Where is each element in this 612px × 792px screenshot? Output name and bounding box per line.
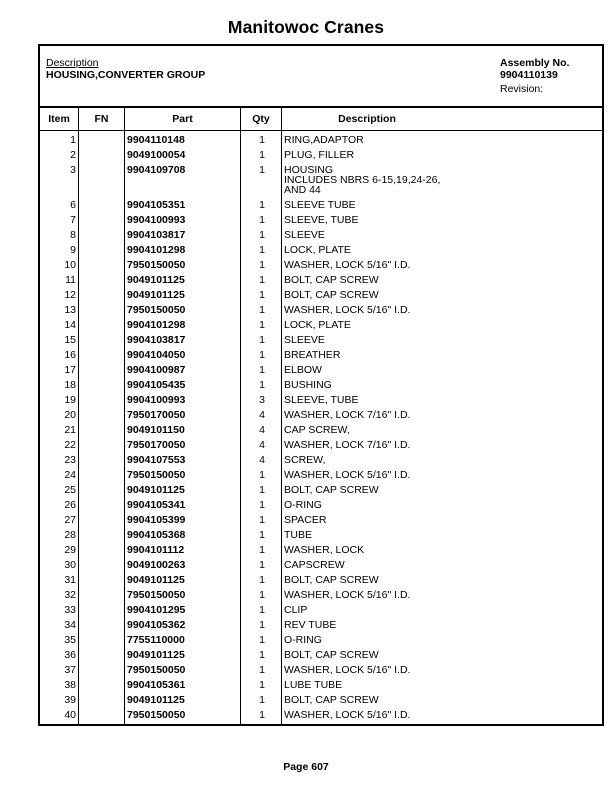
description-cell: O-RING: [284, 634, 322, 646]
item-cell: 25: [64, 484, 76, 496]
description-cell: LOCK, PLATE: [284, 319, 351, 331]
table-row: [40, 438, 602, 453]
item-cell: 18: [64, 379, 76, 391]
qty-cell: 1: [259, 694, 265, 706]
item-cell: 28: [64, 529, 76, 541]
description-cell: ELBOW: [284, 364, 322, 376]
qty-cell: 1: [259, 604, 265, 616]
part-number-cell: 9904104050: [127, 349, 186, 361]
qty-cell: 1: [259, 379, 265, 391]
table-row: [40, 528, 602, 543]
qty-cell: 1: [259, 134, 265, 146]
item-cell: 21: [64, 424, 76, 436]
description-cell: BOLT, CAP SCREW: [284, 574, 379, 586]
qty-cell: 1: [259, 664, 265, 676]
part-number-cell: 9049101125: [127, 274, 185, 286]
part-number-cell: 9049101125: [127, 694, 185, 706]
table-row: [40, 408, 602, 423]
part-number-cell: 9904105399: [127, 514, 186, 526]
part-number-cell: 7950170050: [127, 439, 186, 451]
qty-cell: 4: [259, 409, 265, 421]
part-number-cell: 9904105361: [127, 679, 186, 691]
item-cell: 9: [70, 244, 76, 256]
item-cell: 24: [64, 469, 76, 481]
item-cell: 33: [64, 604, 76, 616]
part-number-cell: 9904105362: [127, 619, 186, 631]
table-row: [40, 198, 602, 213]
table-row: [40, 363, 602, 378]
assembly-header: [40, 46, 602, 108]
table-row: [40, 163, 602, 198]
table-row: [40, 513, 602, 528]
part-number-cell: 9904103817: [127, 229, 186, 241]
description-cell: WASHER, LOCK 7/16" I.D.: [284, 439, 411, 451]
description-cell: WASHER, LOCK 5/16" I.D.: [284, 259, 411, 271]
table-row: [40, 348, 602, 363]
qty-cell: 1: [259, 214, 265, 226]
table-row: [40, 423, 602, 438]
description-value: HOUSING,CONVERTER GROUP: [46, 69, 206, 81]
part-number-cell: 9904105351: [127, 199, 186, 211]
page-number: Page 607: [283, 761, 329, 773]
assembly-number-value: 9904110139: [500, 69, 558, 81]
table-row: [40, 303, 602, 318]
parts-list-frame: [38, 44, 604, 726]
qty-cell: 1: [259, 514, 265, 526]
column-header-item: Item: [48, 113, 70, 125]
description-cell: CAPSCREW: [284, 559, 345, 571]
part-number-cell: 7950150050: [127, 469, 186, 481]
part-number-cell: 7950150050: [127, 259, 186, 271]
table-row: [40, 243, 602, 258]
table-row: [40, 663, 602, 678]
table-row: [40, 483, 602, 498]
item-cell: 7: [70, 214, 76, 226]
item-cell: 6: [70, 199, 76, 211]
description-cell: BOLT, CAP SCREW: [284, 649, 379, 661]
part-number-cell: 9904107553: [127, 454, 186, 466]
item-cell: 19: [64, 394, 76, 406]
description-cell: WASHER, LOCK 7/16" I.D.: [284, 409, 411, 421]
qty-cell: 1: [259, 149, 265, 161]
part-number-cell: 7950150050: [127, 709, 186, 721]
qty-cell: 1: [259, 319, 265, 331]
item-cell: 31: [64, 574, 76, 586]
qty-cell: 1: [259, 164, 265, 176]
description-cell: BOLT, CAP SCREW: [284, 289, 379, 301]
table-row: [40, 258, 602, 273]
qty-cell: 1: [259, 559, 265, 571]
qty-cell: 1: [259, 634, 265, 646]
revision-label: Revision:: [500, 83, 544, 95]
part-number-cell: 9049100263: [127, 559, 186, 571]
part-number-cell: 9904100993: [127, 394, 186, 406]
qty-cell: 1: [259, 334, 265, 346]
description-cell: WASHER, LOCK 5/16" I.D.: [284, 304, 411, 316]
table-row: [40, 213, 602, 228]
table-row: [40, 543, 602, 558]
part-number-cell: 9904110148: [127, 134, 185, 146]
part-number-cell: 9904105341: [127, 499, 186, 511]
item-cell: 23: [64, 454, 76, 466]
description-cell: WASHER, LOCK 5/16" I.D.: [284, 664, 411, 676]
description-cell: WASHER, LOCK 5/16" I.D.: [284, 709, 411, 721]
qty-cell: 4: [259, 454, 265, 466]
description-cell: TUBE: [284, 529, 313, 541]
item-cell: 27: [64, 514, 76, 526]
table-row: [40, 693, 602, 708]
part-number-cell: 9904103817: [127, 334, 186, 346]
part-number-cell: 9049101125: [127, 649, 185, 661]
description-label: Description: [46, 57, 99, 69]
item-cell: 10: [64, 259, 76, 271]
part-number-cell: 9904100993: [127, 214, 186, 226]
item-cell: 3: [70, 164, 76, 176]
column-header-fn: FN: [94, 113, 109, 125]
description-cell: SLEEVE: [284, 334, 325, 346]
column-header-description: Description: [338, 113, 396, 125]
table-row: [40, 378, 602, 393]
item-cell: 16: [64, 349, 76, 361]
qty-cell: 1: [259, 304, 265, 316]
table-row: [40, 288, 602, 303]
table-row: [40, 148, 602, 163]
description-cell: SPACER: [284, 514, 327, 526]
part-number-cell: 9049101150: [127, 424, 185, 436]
table-row: [40, 648, 602, 663]
table-row: [40, 228, 602, 243]
assembly-number-label: Assembly No.: [500, 57, 570, 69]
part-number-cell: 9049101125: [127, 484, 185, 496]
table-row: [40, 133, 602, 148]
table-row: [40, 558, 602, 573]
document-title: Manitowoc Cranes: [227, 17, 385, 37]
table-row: [40, 603, 602, 618]
table-row: [40, 498, 602, 513]
table-row: [40, 633, 602, 648]
description-cell: BOLT, CAP SCREW: [284, 694, 379, 706]
description-cell: BREATHER: [284, 349, 341, 361]
part-number-cell: 9904101298: [127, 244, 186, 256]
qty-cell: 4: [259, 439, 265, 451]
qty-cell: 1: [259, 679, 265, 691]
description-cell: O-RING: [284, 499, 322, 511]
description-cell: SLEEVE, TUBE: [284, 214, 359, 226]
qty-cell: 1: [259, 574, 265, 586]
qty-cell: 1: [259, 274, 265, 286]
part-number-cell: 9049101125: [127, 289, 185, 301]
description-cell: WASHER, LOCK 5/16" I.D.: [284, 589, 411, 601]
description-cell: BOLT, CAP SCREW: [284, 274, 379, 286]
column-header-qty: Qty: [252, 113, 270, 125]
description-cell: REV TUBE: [284, 619, 337, 631]
description-cell: WASHER, LOCK 5/16" I.D.: [284, 469, 411, 481]
item-cell: 40: [64, 709, 76, 721]
part-number-cell: 9904109708: [127, 164, 186, 176]
description-cell: BUSHING: [284, 379, 332, 391]
table-row: [40, 618, 602, 633]
qty-cell: 1: [259, 349, 265, 361]
item-cell: 39: [64, 694, 76, 706]
item-cell: 13: [64, 304, 76, 316]
qty-cell: 1: [259, 529, 265, 541]
item-cell: 32: [64, 589, 76, 601]
part-number-cell: 7950170050: [127, 409, 186, 421]
column-header-part: Part: [172, 113, 193, 125]
description-cell: SLEEVE, TUBE: [284, 394, 359, 406]
description-cell: CLIP: [284, 604, 308, 616]
description-cell: LOCK, PLATE: [284, 244, 351, 256]
qty-cell: 1: [259, 199, 265, 211]
description-cell: SLEEVE: [284, 229, 325, 241]
part-number-cell: 7950150050: [127, 304, 186, 316]
description-cell: RING,ADAPTOR: [284, 134, 364, 146]
table-row: [40, 708, 602, 723]
item-cell: 8: [70, 229, 76, 241]
qty-cell: 4: [259, 424, 265, 436]
item-cell: 29: [64, 544, 76, 556]
description-cell: LUBE TUBE: [284, 679, 343, 691]
item-cell: 11: [65, 274, 76, 286]
table-row: [40, 393, 602, 408]
qty-cell: 3: [259, 394, 265, 406]
item-cell: 2: [70, 149, 76, 161]
qty-cell: 1: [259, 229, 265, 241]
description-cell: PLUG, FILLER: [284, 149, 355, 161]
item-cell: 34: [64, 619, 76, 631]
table-row: [40, 318, 602, 333]
parts-table-body: [40, 133, 602, 723]
item-cell: 35: [64, 634, 76, 646]
table-row: [40, 333, 602, 348]
qty-cell: 1: [259, 259, 265, 271]
part-number-cell: 9049101125: [127, 574, 185, 586]
item-cell: 20: [64, 409, 76, 421]
part-number-cell: 9904101295: [127, 604, 186, 616]
part-number-cell: 9904105368: [127, 529, 186, 541]
description-cell: SCREW,: [284, 454, 326, 466]
qty-cell: 1: [259, 589, 265, 601]
table-row: [40, 678, 602, 693]
qty-cell: 1: [259, 289, 265, 301]
part-number-cell: 7950150050: [127, 664, 186, 676]
qty-cell: 1: [259, 499, 265, 511]
table-row: [40, 453, 602, 468]
qty-cell: 1: [259, 544, 265, 556]
qty-cell: 1: [259, 364, 265, 376]
item-cell: 38: [64, 679, 76, 691]
qty-cell: 1: [259, 619, 265, 631]
description-cell: HOUSING INCLUDES NBRS 6-15,19,24-26, AND 44: [284, 164, 441, 196]
part-number-cell: 9904101298: [127, 319, 186, 331]
qty-cell: 1: [259, 469, 265, 481]
item-cell: 26: [64, 499, 76, 511]
table-row: [40, 573, 602, 588]
qty-cell: 1: [259, 244, 265, 256]
table-row: [40, 588, 602, 603]
item-cell: 15: [64, 334, 76, 346]
part-number-cell: 9049100054: [127, 149, 186, 161]
item-cell: 17: [64, 364, 76, 376]
description-cell: CAP SCREW,: [284, 424, 350, 436]
qty-cell: 1: [259, 649, 265, 661]
qty-cell: 1: [259, 709, 265, 721]
part-number-cell: 9904105435: [127, 379, 186, 391]
description-cell: WASHER, LOCK: [284, 544, 365, 556]
item-cell: 22: [64, 439, 76, 451]
qty-cell: 1: [259, 484, 265, 496]
description-cell: SLEEVE TUBE: [284, 199, 356, 211]
description-cell: BOLT, CAP SCREW: [284, 484, 379, 496]
item-cell: 30: [64, 559, 76, 571]
table-row: [40, 273, 602, 288]
table-row: [40, 468, 602, 483]
part-number-cell: 7755110000: [127, 634, 185, 646]
item-cell: 14: [64, 319, 76, 331]
item-cell: 36: [64, 649, 76, 661]
part-number-cell: 9904100987: [127, 364, 186, 376]
item-cell: 12: [64, 289, 76, 301]
item-cell: 37: [64, 664, 76, 676]
part-number-cell: 7950150050: [127, 589, 186, 601]
item-cell: 1: [70, 134, 76, 146]
part-number-cell: 9904101112: [127, 544, 185, 556]
